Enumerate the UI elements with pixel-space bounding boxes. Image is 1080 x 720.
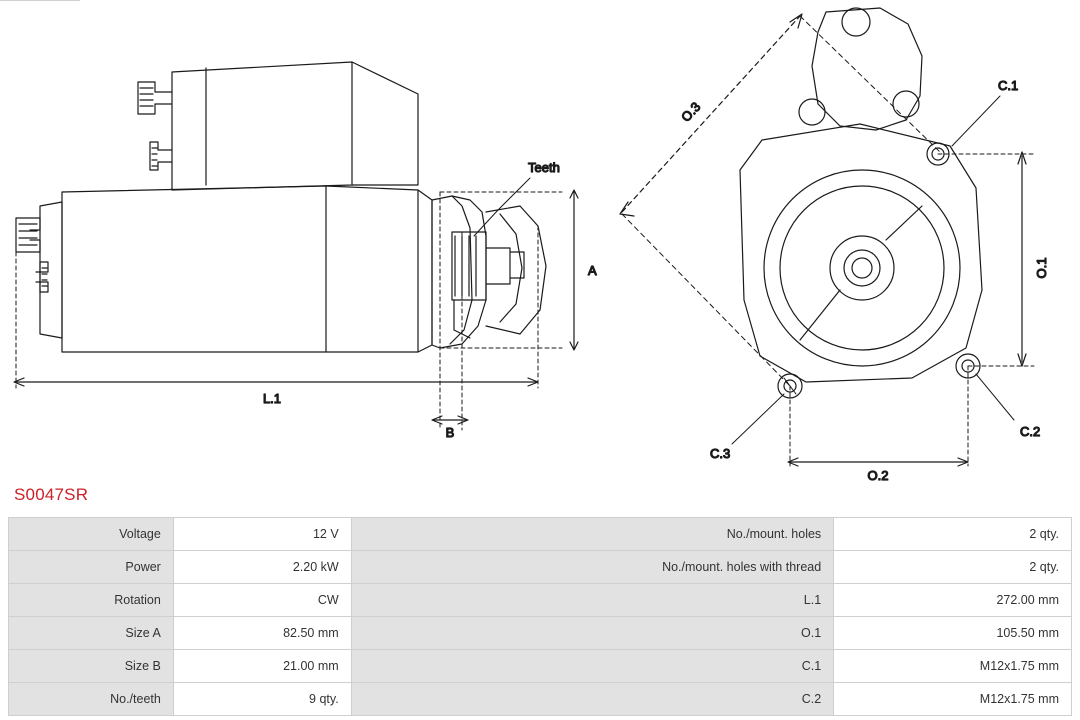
dimension-o2 [788, 366, 968, 483]
callout-c1 [952, 78, 1018, 146]
diagonal-guide-o3 [622, 16, 940, 386]
spec-value: 21.00 mm [173, 650, 351, 683]
specifications-table [8, 517, 1072, 716]
callout-c2 [976, 374, 1040, 439]
table-row [9, 617, 1072, 650]
dimension-o3 [620, 14, 802, 216]
dimension-guides-left [16, 192, 562, 430]
spec-value: 272.00 mm [834, 584, 1072, 617]
spec-key: Rotation [9, 584, 174, 617]
spec-key: No./mount. holes [351, 518, 834, 551]
page-title: S0047SR [14, 485, 89, 504]
label-c1: C.1 [998, 78, 1019, 93]
spec-value: 2 qty. [834, 551, 1072, 584]
spec-key: Size B [9, 650, 174, 683]
spec-key: Size A [9, 617, 174, 650]
starter-front-view [740, 8, 982, 398]
starter-side-view [16, 62, 546, 352]
table-row [9, 683, 1072, 716]
table-row [9, 584, 1072, 617]
label-o3: O.3 [678, 99, 704, 125]
spec-key: L.1 [351, 584, 834, 617]
spec-value: 105.50 mm [834, 617, 1072, 650]
spec-value: 82.50 mm [173, 617, 351, 650]
spec-key: No./teeth [9, 683, 174, 716]
spec-value: 2 qty. [834, 518, 1072, 551]
spec-key: C.2 [351, 683, 834, 716]
spec-key: No./mount. holes with thread [351, 551, 834, 584]
spec-value: 2.20 kW [173, 551, 351, 584]
teeth-callout [474, 160, 560, 236]
spec-value: 9 qty. [173, 683, 351, 716]
spec-value: M12x1.75 mm [834, 650, 1072, 683]
label-size-b: B [445, 425, 455, 440]
label-c3: C.3 [710, 446, 731, 461]
spec-key: O.1 [351, 617, 834, 650]
spec-key: Power [9, 551, 174, 584]
label-teeth: Teeth [528, 160, 560, 175]
label-o1: O.1 [1034, 257, 1049, 279]
table-row [9, 518, 1072, 551]
label-c2: C.2 [1020, 424, 1041, 439]
label-l1: L.1 [262, 391, 282, 406]
spec-key: C.1 [351, 650, 834, 683]
label-size-a: A [588, 263, 597, 278]
table-row [9, 551, 1072, 584]
table-row [9, 650, 1072, 683]
label-o2: O.2 [867, 468, 889, 483]
spec-value: M12x1.75 mm [834, 683, 1072, 716]
spec-value: 12 V [173, 518, 351, 551]
dimension-l1 [14, 378, 538, 406]
dimension-b [432, 416, 468, 440]
dimension-a [570, 190, 597, 350]
spec-key: Voltage [9, 518, 174, 551]
dimension-o1 [938, 152, 1049, 366]
callout-c3 [710, 394, 784, 461]
spec-value: CW [173, 584, 351, 617]
